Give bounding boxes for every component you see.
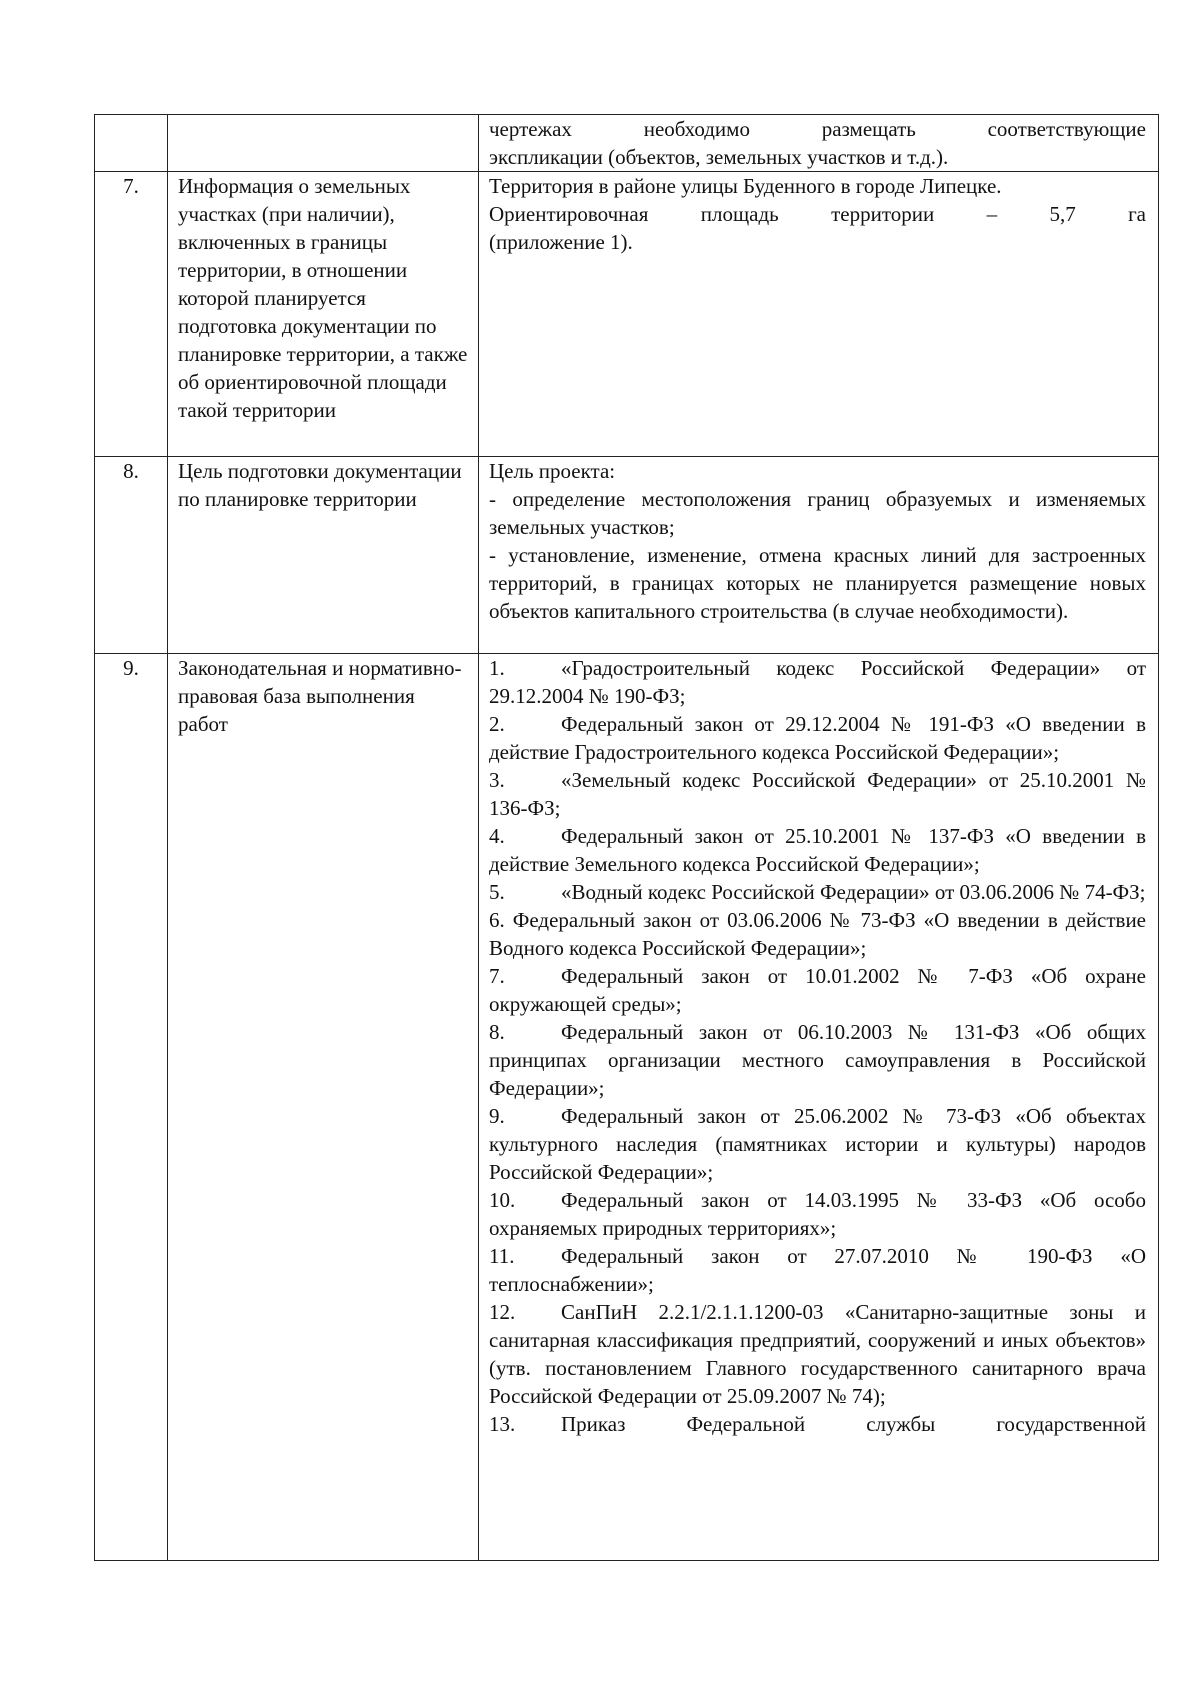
table-row-continuation bbox=[95, 115, 1159, 172]
table-row-8 bbox=[95, 457, 1159, 654]
table-row-7 bbox=[95, 172, 1159, 457]
territory-area: Ориентировочная площадь территории – 5,7 га bbox=[489, 202, 1146, 226]
row-title: Цель подготовки документации по планировке территории bbox=[168, 457, 479, 654]
law-item bbox=[489, 878, 1146, 906]
content-cell bbox=[479, 115, 1159, 172]
row-content bbox=[479, 654, 1159, 1561]
law-item bbox=[489, 906, 1146, 962]
law-number: 6. bbox=[489, 908, 505, 932]
law-number: 10. bbox=[489, 1188, 516, 1212]
law-text: Федеральный закон от 10.01.2002 № 7-ФЗ «Об охране окружающей среды»; bbox=[489, 964, 1146, 1016]
requirements-table bbox=[94, 114, 1159, 1561]
row-title: Законодательная и нормативно-правовая база выполнения работ bbox=[168, 654, 479, 1561]
row-title: Информация о земельных участках (при наличии), включенных в границы территории, в отношении которой планируется подготовка документации по планировке территории, а также об ориентировочной площади такой территории bbox=[168, 172, 479, 457]
row-number: 7. bbox=[95, 172, 168, 457]
law-item bbox=[489, 962, 1146, 1018]
law-text: «Земельный кодекс Российской Федерации» от 25.10.2001 № 136-ФЗ; bbox=[489, 768, 1146, 820]
law-number: 9. bbox=[489, 1104, 505, 1128]
goal-title: Цель проекта: bbox=[489, 459, 616, 483]
law-item bbox=[489, 1018, 1146, 1102]
law-number: 12. bbox=[489, 1300, 516, 1324]
law-text: СанПиН 2.2.1/2.1.1.1200-03 «Санитарно-защитные зоны и санитарная классификация предприятий, сооружений и иных объектов» (утв. постановлением Главного государственного санитарного врача Российской Федерации от 25.09.2007 № 74); bbox=[489, 1300, 1146, 1408]
law-number: 1. bbox=[489, 656, 505, 680]
law-text: «Водный кодекс Российской Федерации» от 03.06.2006 № 74-ФЗ; bbox=[561, 880, 1146, 904]
law-number: 4. bbox=[489, 824, 505, 848]
law-number: 2. bbox=[489, 712, 505, 736]
row-number: 8. bbox=[95, 457, 168, 654]
law-number: 13. bbox=[489, 1412, 516, 1436]
row-number: 9. bbox=[95, 654, 168, 1561]
law-number: 3. bbox=[489, 768, 505, 792]
law-number: 5. bbox=[489, 880, 505, 904]
row-content bbox=[479, 172, 1159, 457]
law-item bbox=[489, 1242, 1146, 1298]
continuation-line-1: чертежах необходимо размещать соответствующие bbox=[489, 117, 1146, 141]
law-item bbox=[489, 766, 1146, 822]
law-item bbox=[489, 710, 1146, 766]
law-text: Федеральный закон от 25.06.2002 № 73-ФЗ «Об объектах культурного наследия (памятниках истории и культуры) народов Российской Федерации»; bbox=[489, 1104, 1146, 1184]
number-cell bbox=[95, 115, 168, 172]
law-item bbox=[489, 1186, 1146, 1242]
goal-item: - установление, изменение, отмена красных линий для застроенных территорий, в границах которых не планируется размещение новых объектов капитального строительства (в случае необходимости). bbox=[489, 543, 1146, 623]
name-cell bbox=[168, 115, 479, 172]
continuation-line-2: экспликации (объектов, земельных участков и т.д.). bbox=[489, 145, 949, 169]
table-row-9 bbox=[95, 654, 1159, 1561]
law-item bbox=[489, 1102, 1146, 1186]
law-text: Приказ Федеральной службы государственной bbox=[561, 1412, 1146, 1436]
law-item bbox=[489, 1410, 1146, 1438]
law-text: Федеральный закон от 29.12.2004 № 191-ФЗ «О введении в действие Градостроительного кодекса Российской Федерации»; bbox=[489, 712, 1146, 764]
territory-location: Территория в районе улицы Буденного в городе Липецке. bbox=[489, 174, 1002, 198]
law-text: Федеральный закон от 03.06.2006 № 73-ФЗ «О введении в действие Водного кодекса Российской Федерации»; bbox=[489, 908, 1147, 960]
territory-appendix: (приложение 1). bbox=[489, 230, 633, 254]
law-text: «Градостроительный кодекс Российской Федерации» от 29.12.2004 № 190-ФЗ; bbox=[489, 656, 1146, 708]
law-text: Федеральный закон от 06.10.2003 № 131-ФЗ «Об общих принципах организации местного самоуправления в Российской Федерации»; bbox=[489, 1020, 1146, 1100]
law-number: 11. bbox=[489, 1244, 515, 1268]
goal-item: - определение местоположения границ образуемых и изменяемых земельных участков; bbox=[489, 487, 1146, 539]
law-item bbox=[489, 1298, 1146, 1410]
law-item bbox=[489, 654, 1146, 710]
law-text: Федеральный закон от 25.10.2001 № 137-ФЗ «О введении в действие Земельного кодекса Российской Федерации»; bbox=[489, 824, 1146, 876]
law-item bbox=[489, 822, 1146, 878]
row-content bbox=[479, 457, 1159, 654]
law-text: Федеральный закон от 14.03.1995 № 33-ФЗ «Об особо охраняемых природных территориях»; bbox=[489, 1188, 1146, 1240]
law-number: 8. bbox=[489, 1020, 505, 1044]
law-text: Федеральный закон от 27.07.2010 № 190-ФЗ «О теплоснабжении»; bbox=[489, 1244, 1146, 1296]
law-number: 7. bbox=[489, 964, 505, 988]
